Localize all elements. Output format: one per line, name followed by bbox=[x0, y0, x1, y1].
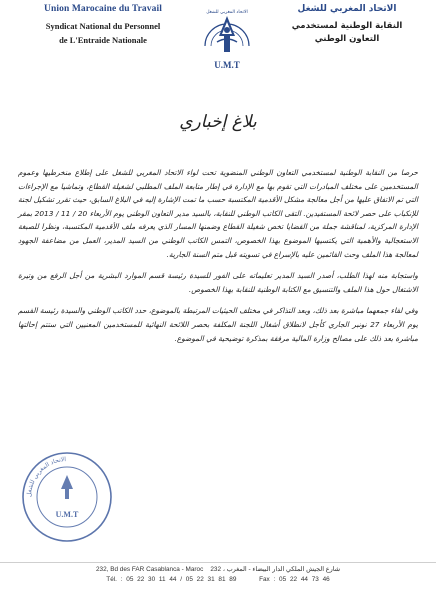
document-body bbox=[18, 166, 418, 353]
syndicate-name-ar-line2: التعاون الوطني bbox=[314, 34, 380, 44]
logo-arabic-ring: الاتحاد المغربي للشغل bbox=[206, 10, 248, 15]
footer-address-ar: 232 ، شارع الجيش الملكي الدار البيضاء - المغرب bbox=[210, 566, 341, 573]
header-right-block bbox=[272, 4, 422, 46]
header-left-block bbox=[14, 4, 192, 47]
syndicate-name-fr-line2: de L'Entraide Nationale bbox=[59, 35, 147, 45]
stamp-ring-text: الاتحاد المغربي للشغل bbox=[25, 456, 67, 498]
syndicate-name-ar-line1: النقابة الوطنية لمستخدمي bbox=[291, 21, 403, 31]
paragraph-2: واستجابة منه لهذا الطلب، أصدر السيد المدير تعليماته على الفور للسيدة رئيسة قسم الموارد البشرية من أجل الرفع من وتيرة الاشتغال حول هذا الملف والتنسيق مع الكتابة الوطنية للنقابة بهذا الخصوص. bbox=[18, 271, 418, 294]
paragraph-3: وفي لقاء جمعهما مباشرة بعد ذلك، وبعد التذاكر في مختلف الحيثيات المرتبطة بالموضوع، حدد الكاتب الوطني والسيدة رئيسة القسم يوم الأربعاء 27 نونبر الجاري كأجل لانطلاق أشغال اللجنة المكلفة بحصر اللائحة النهائية للمستخدمين المعنيين التي ستتم إحالتها مباشرة بعد ذلك على مصالح وزارة المالية مرفقة بمذكرة توضيحية في الموضوع. bbox=[18, 306, 418, 343]
footer-fax: Fax : 05 22 44 73 46 bbox=[259, 576, 330, 583]
union-name-fr: Union Marocaine du Travail bbox=[44, 4, 162, 14]
syndicate-name-fr-line1: Syndicat National du Personnel bbox=[45, 21, 161, 31]
footer-divider bbox=[0, 562, 436, 563]
union-name-ar: الاتحاد المغربي للشغل bbox=[297, 4, 397, 14]
footer bbox=[0, 565, 436, 585]
paragraph-1: حرصا من النقابة الوطنية لمستخدمي التعاون الوطني المنضوية تحت لواء الاتحاد المغربي للشغل على إطلاع منخرطيها وعموم المستخدمين على مختلف المبادرات التي تقوم بها مع الإدارة في إطار متابعة الملف المطلبي لشغيلة القطاع، وتماشيا مع الإجراءات التي تم الاتفاق عليها من أجل معالجة مشكل الأقدمية المكتسبة حسب ما تمت الإشارة إليه في البلاغ السابق، حيث تقرر تشكيل لجنة للإنكباب على حصر لائحة المستفيدين. التقى الكاتب الوطني للنقابة، بالسيد مدير التعاون الوطني يوم الأربعاء 20 / 11 / 2013 بمقر الإدارة المركزية، لمناقشة جملة من القضايا تخص شغيلة القطاع وضمنها المسار الذي يعرفه ملف الأقدمية المكتسبة، ونظرا للصبغة الاستعجالية والأهمية التي يكتسيها الموضوع بهذا الخصوص، التمس الكاتب الوطني من السيد المدير، العمل من مضاعفة الجهود لمعالجة هذا الملف وحث القائمين عليه بالإسراع في تسويته قبل متم السنة الجارية. bbox=[18, 168, 418, 259]
logo-letters: U.M.T bbox=[214, 60, 240, 70]
umt-logo bbox=[197, 2, 257, 82]
stamp-center-text: U.M.T bbox=[55, 510, 79, 519]
footer-address-fr: 232, Bd des FAR Casablanca - Maroc bbox=[95, 566, 204, 573]
footer-phone: Tél. : 05 22 30 11 44 / 05 22 31 81 89 bbox=[106, 576, 237, 583]
document-title: بلاغ إخباري bbox=[179, 112, 257, 132]
union-stamp bbox=[15, 443, 119, 551]
